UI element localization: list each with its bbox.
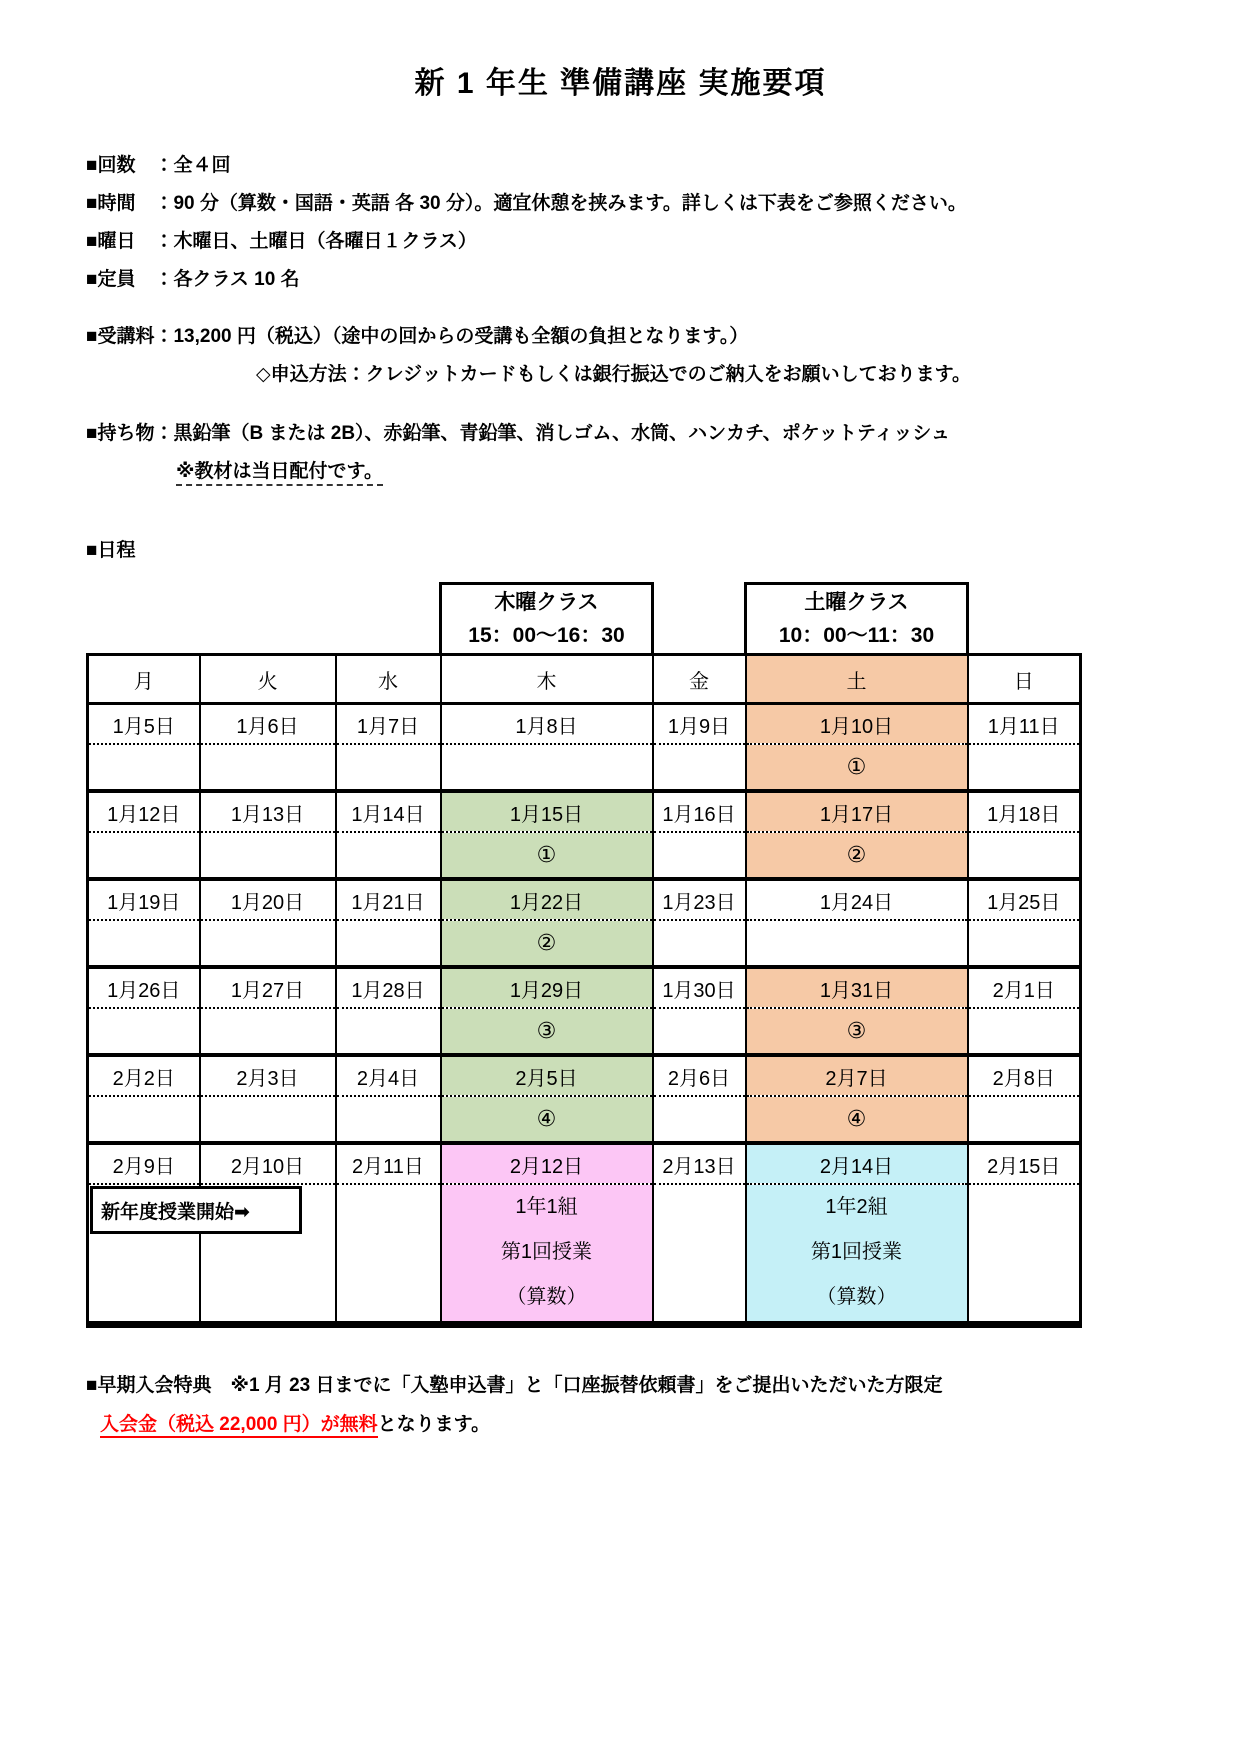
calendar-date-row xyxy=(88,704,1081,745)
calendar-session-cell: ① xyxy=(746,744,968,791)
calendar-date-row xyxy=(88,967,1081,1008)
calendar-date-cell: 1月6日 xyxy=(200,704,336,745)
calendar-session-cell xyxy=(968,1008,1081,1055)
saturday-class-box xyxy=(746,584,968,655)
calendar-session-cell xyxy=(200,1008,336,1055)
calendar-session-cell xyxy=(336,1096,441,1143)
calendar-session-cell xyxy=(88,832,200,879)
calendar-session-cell xyxy=(336,744,441,791)
day-header-mon: 月 xyxy=(88,655,200,704)
calendar-date-cell: 1月31日 xyxy=(746,967,968,1008)
empty-cell xyxy=(653,584,746,655)
calendar-date-cell: 1月20日 xyxy=(200,879,336,920)
calendar-session-cell xyxy=(968,832,1081,879)
calendar-date-cell: 1月12日 xyxy=(88,791,200,832)
calendar-date-cell: 2月2日 xyxy=(88,1055,200,1096)
calendar-session-cell xyxy=(653,744,746,791)
thursday-class-name: 木曜クラス xyxy=(494,591,599,614)
fee-line: ■受講料：13,200 円（税込）（途中の回からの受講も全額の負担となります。） xyxy=(86,326,749,347)
enrollment-fee-highlight: 入会金（税込 22,000 円）が無料 xyxy=(100,1414,378,1438)
calendar-session-cell xyxy=(200,832,336,879)
session-line: 第1回授業 xyxy=(810,1241,903,1263)
day-header-sun: 日 xyxy=(968,655,1081,704)
calendar-session-cell: ③ xyxy=(746,1008,968,1055)
materials-note xyxy=(86,460,1181,483)
calendar-session-cell: ① xyxy=(441,832,653,879)
thursday-class-time: 15：00～16：30 xyxy=(468,624,625,647)
calendar-date-cell: 1月19日 xyxy=(88,879,200,920)
new-year-start-note-text: 新年度授業開始➡ xyxy=(101,1201,250,1223)
calendar-date-cell: 2月12日 xyxy=(441,1143,653,1184)
calendar-date-cell: 2月3日 xyxy=(200,1055,336,1096)
application-method-line: ◇申込方法：クレジットカードもしくは銀行振込でのご納入をお願いしております。 xyxy=(256,364,972,385)
calendar-date-cell: 2月1日 xyxy=(968,967,1081,1008)
page-title: 新 1 年生 準備講座 実施要項 xyxy=(414,67,827,100)
calendar-session-cell xyxy=(88,1096,200,1143)
calendar-date-row xyxy=(88,1143,1081,1184)
calendar-date-cell: 2月15日 xyxy=(968,1143,1081,1184)
empty-cell xyxy=(336,584,441,655)
empty-cell xyxy=(968,584,1081,655)
session-line: 1年2組 xyxy=(825,1196,888,1218)
calendar-session-row xyxy=(88,832,1081,879)
calendar-session-cell xyxy=(653,920,746,967)
fee-section xyxy=(86,325,1181,386)
calendar-session-cell xyxy=(336,920,441,967)
early-enrollment-line: ■早期入会特典 ※1 月 23 日までに「入塾申込書」と「口座振替依頼書」をご提出いただいた方限定 xyxy=(86,1375,943,1396)
session-line: 第1回授業 xyxy=(500,1241,593,1263)
calendar-date-cell: 1月8日 xyxy=(441,704,653,745)
calendar-session-cell xyxy=(336,1008,441,1055)
day-header-thu: 木 xyxy=(441,655,653,704)
calendar-date-cell: 1月23日 xyxy=(653,879,746,920)
calendar-session-cell xyxy=(336,1184,441,1325)
calendar-session-cell xyxy=(200,1096,336,1143)
enrollment-fee-line xyxy=(86,1413,1181,1436)
info-line-days: ■曜日 ：木曜日、土曜日（各曜日１クラス） xyxy=(86,231,477,252)
session-line: （算数） xyxy=(506,1286,587,1308)
calendar-session-cell xyxy=(336,832,441,879)
calendar-date-cell: 1月13日 xyxy=(200,791,336,832)
calendar-date-cell: 1月18日 xyxy=(968,791,1081,832)
calendar-date-cell: 1月15日 xyxy=(441,791,653,832)
day-header-tue: 火 xyxy=(200,655,336,704)
class-header-row xyxy=(88,584,1081,655)
day-header-sat: 土 xyxy=(746,655,968,704)
calendar-date-cell: 2月14日 xyxy=(746,1143,968,1184)
day-header-fri: 金 xyxy=(653,655,746,704)
belongings-line: ■持ち物：黒鉛筆（B または 2B）、赤鉛筆、青鉛筆、消しゴム、水筒、ハンカチ、ポケットティッシュ xyxy=(86,423,950,444)
calendar-date-cell: 1月17日 xyxy=(746,791,968,832)
calendar-date-cell: 2月4日 xyxy=(336,1055,441,1096)
calendar-date-cell: 1月11日 xyxy=(968,704,1081,745)
belongings-section xyxy=(86,422,1181,483)
calendar-session-cell xyxy=(88,744,200,791)
saturday-class-time: 10：00～11：30 xyxy=(778,624,935,647)
calendar-date-cell: 2月13日 xyxy=(653,1143,746,1184)
calendar-session-cell xyxy=(968,744,1081,791)
calendar-date-cell: 2月7日 xyxy=(746,1055,968,1096)
calendar-session-cell xyxy=(746,1184,968,1325)
day-header-wed: 水 xyxy=(336,655,441,704)
calendar-session-cell: ② xyxy=(441,920,653,967)
calendar-session-cell xyxy=(88,920,200,967)
calendar-date-cell: 2月8日 xyxy=(968,1055,1081,1096)
calendar-date-cell: 1月30日 xyxy=(653,967,746,1008)
calendar-date-cell: 1月28日 xyxy=(336,967,441,1008)
course-info-section xyxy=(86,154,1181,291)
saturday-class-name: 土曜クラス xyxy=(804,591,909,614)
calendar-date-cell: 1月24日 xyxy=(746,879,968,920)
empty-cell xyxy=(200,584,336,655)
enrollment-fee-rest: となります。 xyxy=(377,1414,491,1435)
calendar-date-cell: 1月26日 xyxy=(88,967,200,1008)
calendar-session-cell xyxy=(653,1096,746,1143)
calendar-date-row xyxy=(88,879,1081,920)
calendar-date-cell: 1月21日 xyxy=(336,879,441,920)
calendar-session-row xyxy=(88,920,1081,967)
calendar-session-cell xyxy=(653,1008,746,1055)
calendar-date-cell: 1月10日 xyxy=(746,704,968,745)
session-line: （算数） xyxy=(816,1286,897,1308)
calendar-session-cell xyxy=(746,920,968,967)
calendar-date-cell: 1月29日 xyxy=(441,967,653,1008)
calendar-session-cell xyxy=(653,1184,746,1325)
calendar-date-cell: 1月14日 xyxy=(336,791,441,832)
thursday-class-box xyxy=(441,584,653,655)
info-line-count: ■回数 ：全４回 xyxy=(86,155,231,176)
calendar-date-cell: 2月11日 xyxy=(336,1143,441,1184)
calendar-session-cell xyxy=(88,1008,200,1055)
calendar-date-cell: 2月5日 xyxy=(441,1055,653,1096)
schedule-heading: ■日程 xyxy=(86,540,136,561)
calendar-session-cell xyxy=(968,1184,1081,1325)
session-line: 1年1組 xyxy=(515,1196,578,1218)
materials-note-text: ※教材は当日配付です。 xyxy=(176,461,383,486)
calendar-session-cell xyxy=(441,744,653,791)
calendar-date-cell: 1月5日 xyxy=(88,704,200,745)
calendar-session-cell: ③ xyxy=(441,1008,653,1055)
calendar-date-cell: 1月16日 xyxy=(653,791,746,832)
calendar-session-cell xyxy=(968,920,1081,967)
calendar-session-row xyxy=(88,1008,1081,1055)
calendar-session-row xyxy=(88,1096,1081,1143)
day-header-row xyxy=(88,655,1081,704)
early-enrollment-section xyxy=(86,1374,1181,1436)
calendar-session-cell xyxy=(441,1184,653,1325)
calendar-date-cell: 1月9日 xyxy=(653,704,746,745)
calendar-session-cell xyxy=(653,832,746,879)
calendar-session-row xyxy=(88,744,1081,791)
calendar-date-cell: 2月6日 xyxy=(653,1055,746,1096)
calendar-session-cell: ④ xyxy=(441,1096,653,1143)
calendar-session-cell: ④ xyxy=(746,1096,968,1143)
new-year-start-note-box xyxy=(90,1186,302,1234)
schedule-calendar xyxy=(86,582,1079,1328)
calendar-date-cell: 1月25日 xyxy=(968,879,1081,920)
calendar-date-cell: 1月22日 xyxy=(441,879,653,920)
empty-cell xyxy=(88,584,200,655)
info-line-capacity: ■定員 ：各クラス 10 名 xyxy=(86,269,300,290)
calendar-session-cell: ② xyxy=(746,832,968,879)
calendar-date-cell: 2月10日 xyxy=(200,1143,336,1184)
calendar-session-cell xyxy=(968,1096,1081,1143)
calendar-session-cell xyxy=(200,920,336,967)
calendar-date-row xyxy=(88,1055,1081,1096)
calendar-date-cell: 1月7日 xyxy=(336,704,441,745)
calendar-session-cell xyxy=(200,744,336,791)
calendar-date-row xyxy=(88,791,1081,832)
calendar-date-cell: 1月27日 xyxy=(200,967,336,1008)
calendar-date-cell: 2月9日 xyxy=(88,1143,200,1184)
info-line-time: ■時間 ：90 分（算数・国語・英語 各 30 分）。適宜休憩を挟みます。詳しくは下表をご参照ください。 xyxy=(86,193,967,214)
